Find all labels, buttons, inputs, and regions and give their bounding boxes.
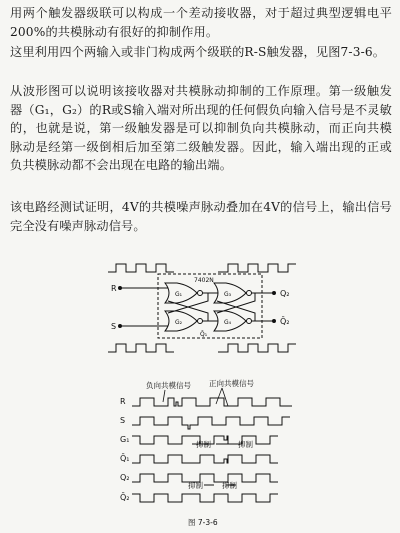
waveform-r xyxy=(132,398,292,406)
gate-g1-label: G₁ xyxy=(175,291,183,298)
annotation-negative-common-mode: 负向共模信号 xyxy=(146,381,191,390)
input-s-label: S xyxy=(111,322,117,331)
gate-g4-label: G₄ xyxy=(224,319,232,326)
gate-g2-label: G₂ xyxy=(175,319,183,326)
waveform-s xyxy=(132,417,290,429)
wave-label-q2bar: Q̄₂ xyxy=(120,493,130,502)
r-input-pulse-train xyxy=(108,264,174,272)
wave-label-g1: G₁ xyxy=(120,435,130,444)
output-q2bar-label: Q̄₂ xyxy=(280,317,290,326)
output-q2-label: Q₂ xyxy=(280,289,290,298)
wave-label-s: S xyxy=(120,416,126,425)
figure-caption: 图 7-3-6 xyxy=(188,518,218,527)
wave-label-q2: Q₂ xyxy=(120,473,130,482)
reject-label-q2: 抑制 xyxy=(188,481,203,490)
waveform-q1bar xyxy=(132,455,278,463)
q2bar-output-pulse-train xyxy=(218,344,296,352)
input-r-label: R xyxy=(111,284,117,293)
waveform-q2 xyxy=(132,474,278,482)
reject-label-q2-2: 抑制 xyxy=(222,481,237,490)
reject-label-g1-2: 抑制 xyxy=(238,440,253,449)
q1bar-label: Q̄₁ xyxy=(200,331,208,338)
waveform-q2bar xyxy=(132,494,278,502)
annotation-positive-common-mode: 正向共模信号 xyxy=(209,379,254,388)
paragraph-2: 这里利用四个两输入或非门构成两个级联的R-S触发器，见图7-3-6。 xyxy=(10,45,386,59)
chip-label: 7402N xyxy=(194,277,214,284)
gate-g3-label: G₃ xyxy=(224,291,232,298)
wave-label-r: R xyxy=(120,397,126,406)
wave-label-q1bar: Q̄₁ xyxy=(120,454,130,463)
paragraph-3: 从波形图可以说明该接收器对共模脉动抑制的工作原理。第一级触发器（G₁，G₂）的R或S输入端对所出现的任何假负向输入信号是不灵敏的，也就是说，第一级触发器是可以抑制负向共模脉动，而正向共模脉动是经第一级倒相后加至第二级触发器。因此，输入端出现的正或负共模脉动都不会出现在电路的输出端。 xyxy=(10,84,392,172)
q2-output-pulse-train xyxy=(218,264,296,272)
paragraph-4: 该电路经测试证明，4V的共模噪声脉动叠加在4V的信号上，输出信号完全没有噪声脉动信号。 xyxy=(10,200,392,233)
s-input-pulse-train xyxy=(108,344,174,352)
reject-label-g1: 抑制 xyxy=(196,440,211,449)
paragraph-1: 用两个触发器级联可以构成一个差动接收器，对于超过典型逻辑电平200%的共模脉动有很好的抑制作用。 xyxy=(10,6,392,39)
